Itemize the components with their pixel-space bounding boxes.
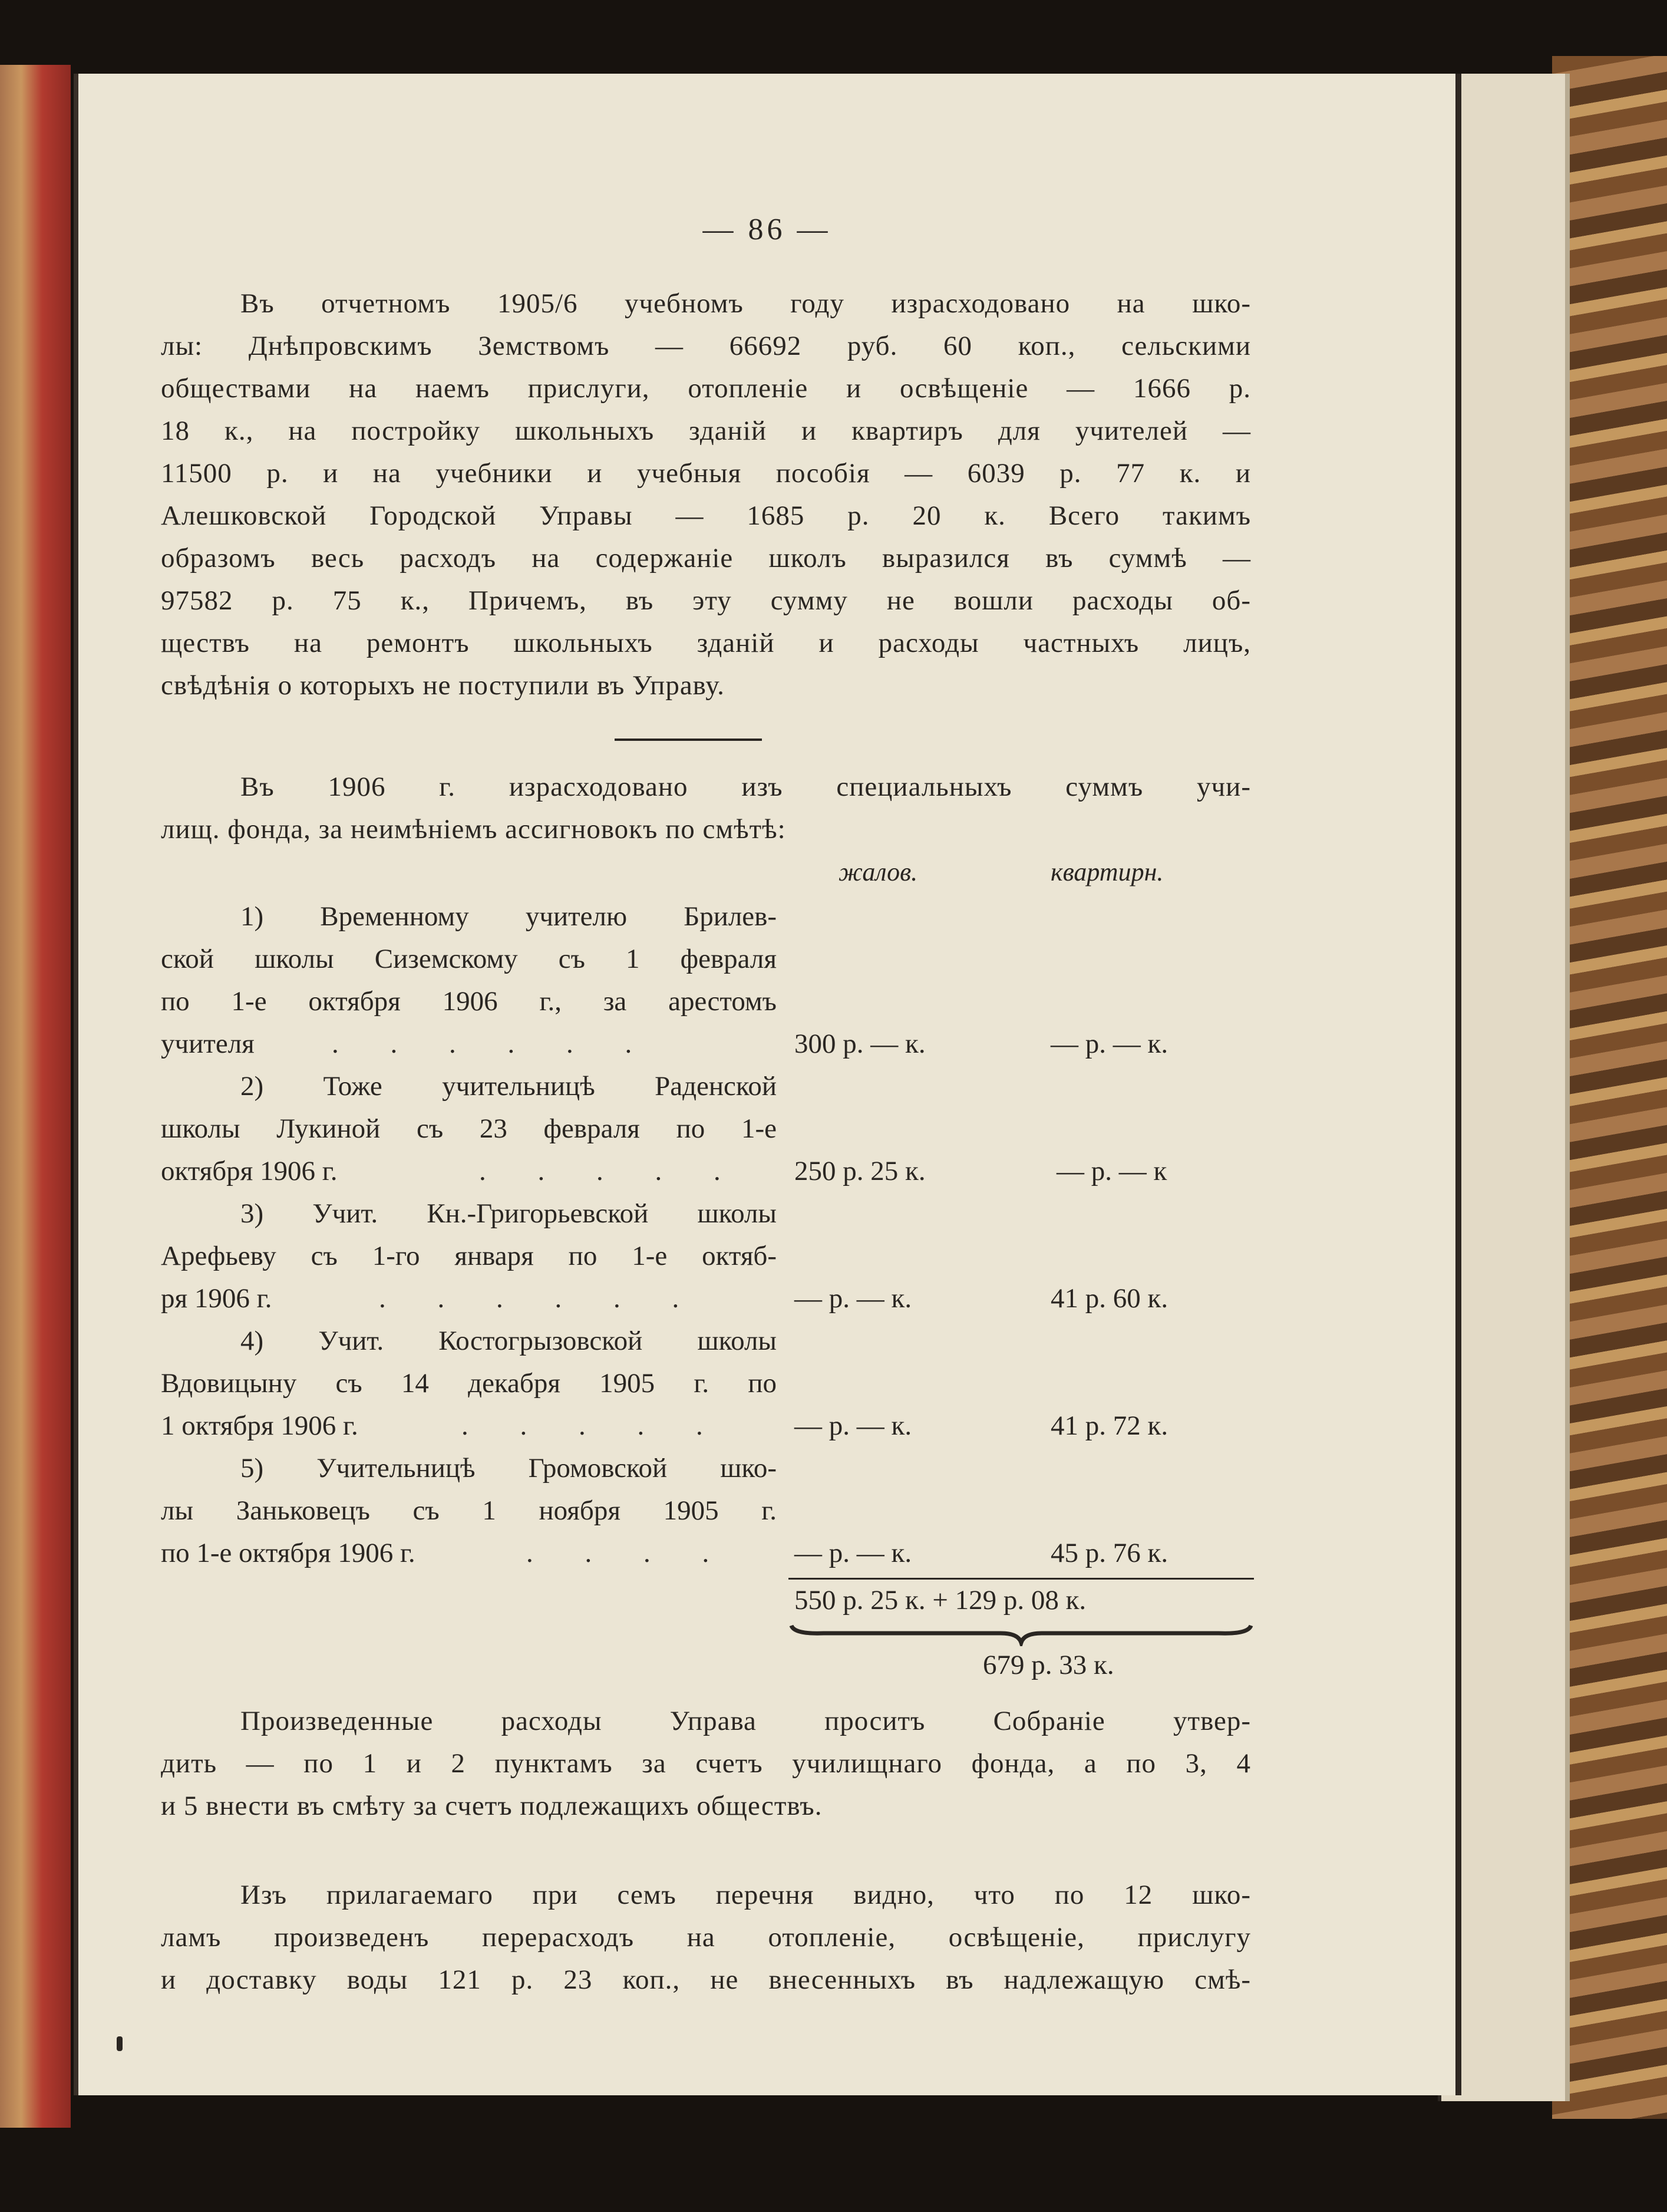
entry-line: Арефьеву съ 1-го января по 1-е октяб- xyxy=(161,1241,777,1271)
quarters-amount: 41 р. 60 к. xyxy=(1051,1283,1168,1314)
entry-line: ря 1906 г. xyxy=(161,1283,272,1314)
para4-line: и доставку воды 121 р. 23 коп., не внесенныхъ въ надлежащую смѣ- xyxy=(161,1964,1251,1995)
para1-line: обществами на наемъ прислуги, отопленіе и освѣщеніе — 1666 р. xyxy=(161,373,1251,404)
para3-line: и 5 внести въ смѣту за счетъ подлежащихъ обществъ. xyxy=(161,1791,823,1821)
para1-line: Алешковской Городской Управы — 1685 р. 20 к. Всего такимъ xyxy=(161,500,1251,531)
para4-line: Изъ прилагаемаго при семъ перечня видно, что по 12 шко- xyxy=(240,1880,1251,1910)
leader-dots: . . . . . xyxy=(461,1410,725,1441)
para1-line: 18 к., на постройку школьныхъ зданій и квартиръ для учителей — xyxy=(161,416,1251,446)
quarters-amount: — р. — к xyxy=(1057,1156,1167,1186)
entry-line: школы Лукиной съ 23 февраля по 1-е xyxy=(161,1113,777,1144)
column-header-salary: жалов. xyxy=(839,858,918,886)
entry-line: по 1-е октября 1906 г. xyxy=(161,1538,415,1568)
quarters-amount: 45 р. 76 к. xyxy=(1051,1538,1168,1568)
section-divider xyxy=(615,739,762,741)
leader-dots: . . . . . xyxy=(479,1156,743,1186)
para1-line: образомъ весь расходъ на содержаніе школъ выразился въ суммѣ — xyxy=(161,543,1251,573)
para1-line: Въ отчетномъ 1905/6 учебномъ году израсходовано на шко- xyxy=(240,288,1251,319)
entry-line: 4) Учит. Костогрызовской школы xyxy=(240,1326,777,1356)
entry-line: 1 октября 1906 г. xyxy=(161,1410,358,1441)
entry-line: 5) Учительницѣ Громовской шко- xyxy=(240,1453,777,1484)
para4-line: ламъ произведенъ перерасходъ на отопленіе, освѣщеніе, прислугу xyxy=(161,1922,1251,1953)
para3-line: дить — по 1 и 2 пунктамъ за счетъ училищнаго фонда, а по 3, 4 xyxy=(161,1748,1251,1779)
entry-line: учителя xyxy=(161,1028,255,1059)
leader-dots: . . . . . . xyxy=(332,1028,655,1059)
salary-amount: — р. — к. xyxy=(794,1538,912,1568)
salary-amount: 300 р. — к. xyxy=(794,1028,926,1059)
book-page xyxy=(74,74,1461,2095)
para2-line: лищ. фонда, за неимѣніемъ ассигновокъ по смѣтѣ: xyxy=(161,814,786,845)
salary-amount: — р. — к. xyxy=(794,1410,912,1441)
column-header-quarters: квартирн. xyxy=(1051,858,1164,886)
page-number: — 86 — xyxy=(702,213,831,246)
leader-dots: . . . . xyxy=(526,1538,732,1568)
left-page-edge xyxy=(0,65,71,2128)
para1-line: 97582 р. 75 к., Причемъ, въ эту сумму не вошли расходы об- xyxy=(161,585,1251,616)
leader-dots: . . . . . . xyxy=(379,1283,702,1314)
entry-line: лы Заньковецъ съ 1 ноября 1905 г. xyxy=(161,1495,777,1526)
quarters-amount: 41 р. 72 к. xyxy=(1051,1410,1168,1441)
para1-line: ществъ на ремонтъ школьныхъ зданій и расходы частныхъ лицъ, xyxy=(161,628,1251,658)
ink-mark xyxy=(117,2036,123,2051)
curly-brace xyxy=(788,1623,1254,1646)
entry-line: 1) Временному учителю Брилев- xyxy=(240,901,777,932)
entry-line: октября 1906 г. xyxy=(161,1156,338,1186)
entry-line: ской школы Сиземскому съ 1 февраля xyxy=(161,944,777,974)
para1-line: свѣдѣнія о которыхъ не поступили въ Управу. xyxy=(161,670,725,701)
para1-line: 11500 р. и на учебники и учебныя пособія — 6039 р. 77 к. и xyxy=(161,458,1251,489)
salary-amount: 250 р. 25 к. xyxy=(794,1156,926,1186)
entry-line: 3) Учит. Кн.-Григорьевской школы xyxy=(240,1198,777,1229)
grand-total: 679 р. 33 к. xyxy=(983,1650,1114,1680)
salary-amount: — р. — к. xyxy=(794,1283,912,1314)
entry-line: Вдовицыну съ 14 декабря 1905 г. по xyxy=(161,1368,777,1399)
quarters-amount: — р. — к. xyxy=(1051,1028,1168,1059)
para1-line: лы: Днѣпровскимъ Земствомъ — 66692 руб. 60 коп., сельскими xyxy=(161,331,1251,361)
entry-line: 2) Тоже учительницѣ Раденской xyxy=(240,1071,777,1102)
sum-line: 550 р. 25 к. + 129 р. 08 к. xyxy=(794,1585,1087,1616)
sum-rule xyxy=(788,1578,1254,1580)
para3-line: Произведенные расходы Управа проситъ Собраніе утвер- xyxy=(240,1706,1251,1736)
para2-line: Въ 1906 г. израсходовано изъ специальныхъ суммъ учи- xyxy=(240,772,1251,802)
entry-line: по 1-е октября 1906 г., за арестомъ xyxy=(161,986,777,1017)
